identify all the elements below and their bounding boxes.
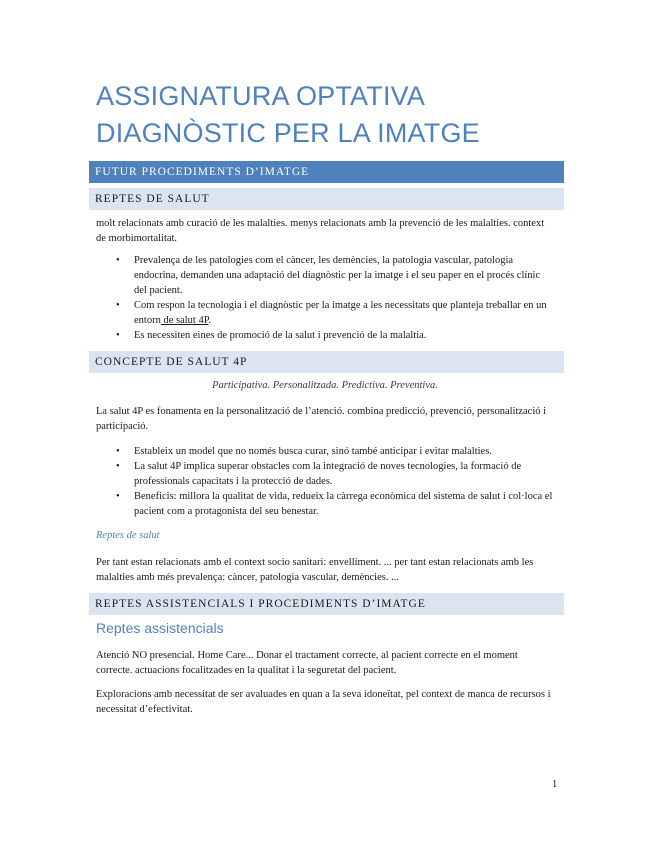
concepte-paragraph: Per tant estan relacionats amb el context socio sanitari: envelliment. ... per tant estan relacionats amb les malalties amb més prevalença: càncer, patologia vascular, demències. ... (96, 557, 534, 583)
assistencials-paragraph-1: Atenció NO presencial. Home Care... Donar el tractament correcte, al pacient correcte en el moment correcte. actuacions focalitzades en la qualitat i la seguretat del pacient. (96, 650, 518, 676)
assistencials-paragraph-2: Exploracions amb necessitat de ser avaluades en quan a la seva idoneïtat, pel context de manca de recursos i necessitat d’efectivitat. (96, 689, 551, 715)
concepte-bullet-list (96, 444, 554, 519)
section-heading-futur: FUTUR PROCEDIMENTS D’IMATGE (89, 161, 564, 183)
bullet-text: Com respon la tecnologia i el diagnòstic per la imatge a les necessitats que planteja treballar en un entorn (134, 300, 547, 326)
reptes-intro: molt relacionats amb curació de les malalties. menys relacionats amb la prevenció de les malalties. context de morbimortalitat. (96, 218, 545, 244)
list-item (96, 328, 554, 343)
list-item: • Beneficis: millora la qualitat de vida, redueix la càrrega econòmica del sistema de salut i col·loca el pacient com a protagonista del seu benestar. (96, 489, 554, 519)
reptes-bullet-list (96, 253, 554, 343)
subheading-reptes-assistencials: Reptes assistencials (96, 620, 224, 636)
heading-reptes-de-salut: REPTES DE SALUT (89, 188, 564, 210)
subheading-reptes-de-salut: Reptes de salut (96, 530, 160, 541)
heading-concepte-salut-4p: CONCEPTE DE SALUT 4P (89, 351, 564, 373)
page-number: 1 (552, 779, 558, 790)
bullet-text: Es necessiten eines de promoció de la salut i prevenció de la malaltia. (134, 330, 427, 341)
list-item: • La salut 4P implica superar obstacles com la integració de noves tecnologies, la formació de professionals capacitats i la protecció de dades. (96, 459, 554, 489)
list-item (96, 298, 554, 328)
concepte-tagline: Participativa. Personalitzada. Predictiva. Preventiva. (212, 380, 438, 391)
list-item (96, 253, 554, 298)
bullet-text: Prevalença de les patologies com el càncer, les demències, la patologia vascular, patologia endocrina, demanden una adaptació del diagnòstic per la imatge i el seu paper en el procés clínic del pacient. (134, 255, 541, 296)
heading-reptes-assistencials: REPTES ASSISTENCIALS I PROCEDIMENTS D’IMATGE (89, 593, 564, 615)
concepte-intro: La salut 4P es fonamenta en la personalització de l’atenció. combina predicció, prevenció, personalització i participació. (96, 406, 547, 432)
salut-4p-link[interactable]: de salut 4P (160, 315, 209, 326)
list-item: • Estableix un model que no només busca curar, sinó també anticipar i evitar malalties. (96, 444, 554, 459)
bullet-end: . (208, 315, 211, 326)
page-title: ASSIGNATURA OPTATIVA DIAGNÒSTIC PER LA IMATGE (96, 81, 480, 148)
